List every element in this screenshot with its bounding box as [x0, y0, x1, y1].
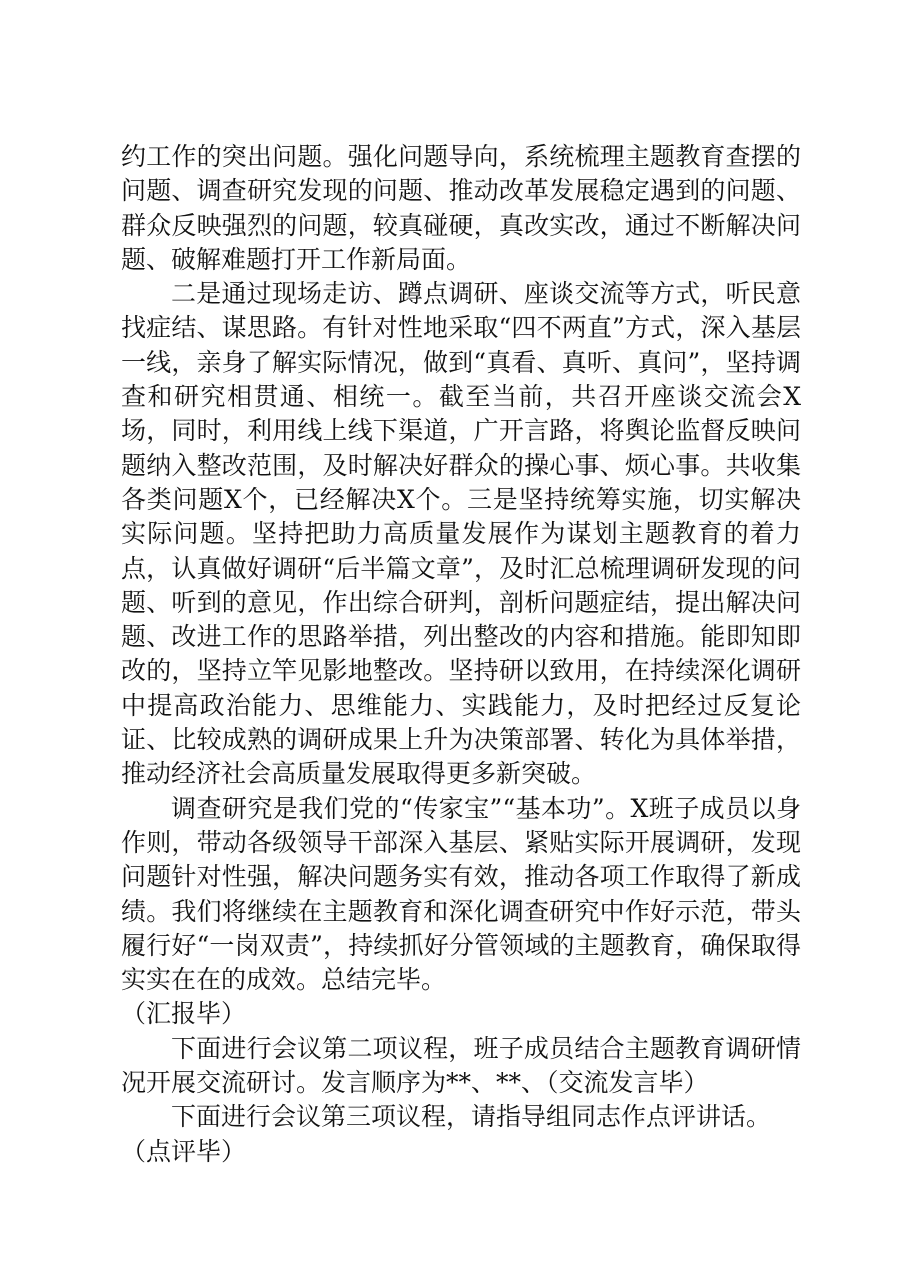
- paragraph-continuation: 约工作的突出问题。强化问题导向，系统梳理主题教育查摆的问题、调查研究发现的问题、推动改革发展稳定遇到的问题、群众反映强烈的问题，较真碰硬，真改实改，通过不断解决问题、破解难题打开工作新局面。: [121, 142, 801, 274]
- paragraph-agenda-item-three: 下面进行会议第三项议程，请指导组同志作点评讲话。: [171, 1102, 772, 1132]
- paragraph-investigation-methods: 二是通过现场走访、蹲点调研、座谈交流等方式，听民意找症结、谋思路。有针对性地采取“四不两直”方式，深入基层一线，亲身了解实际情况，做到“真看、真听、真问”，坚持调查和研究相贯通、相统一。截至当前，共召开座谈交流会X场，同时，利用线上线下渠道，广开言路，将舆论监督反映问题纳入整改范围，及时解决好群众的操心事、烦心事。共收集各类问题X个，已经解决X个。三是坚持统筹实施，切实解决实际问题。坚持把助力高质量发展作为谋划主题教育的着力点，认真做好调研“后半篇文章”，及时汇总梳理调研发现的问题、听到的意见，作出综合研判，剖析问题症结，提出解决问题、改进工作的思路举措，列出整改的内容和措施。能即知即改的，坚持立竿见影地整改。坚持研以致用，在持续深化调研中提高政治能力、思维能力、实践能力，及时把经过反复论证、比较成熟的调研成果上升为决策部署、转化为具体举措，推动经济社会高质量发展取得更多新突破。: [121, 279, 801, 789]
- paragraph-report-end: （汇报毕）: [121, 999, 247, 1029]
- document-body: [121, 140, 801, 1169]
- paragraph-comment-end: （点评毕）: [121, 1136, 247, 1166]
- paragraph-agenda-item-two: 下面进行会议第二项议程，班子成员结合主题教育调研情况开展交流研讨。发言顺序为**、**、（交流发言毕）: [121, 1033, 801, 1098]
- paragraph-summary: 调查研究是我们党的“传家宝”“基本功”。X班子成员以身作则，带动各级领导干部深入基层、紧贴实际开展调研，发现问题针对性强，解决问题务实有效，推动各项工作取得了新成绩。我们将继续在主题教育和深化调查研究中作好示范，带头履行好“一岗双责”，持续抓好分管领域的主题教育，确保取得实实在在的成效。总结完毕。: [121, 793, 801, 995]
